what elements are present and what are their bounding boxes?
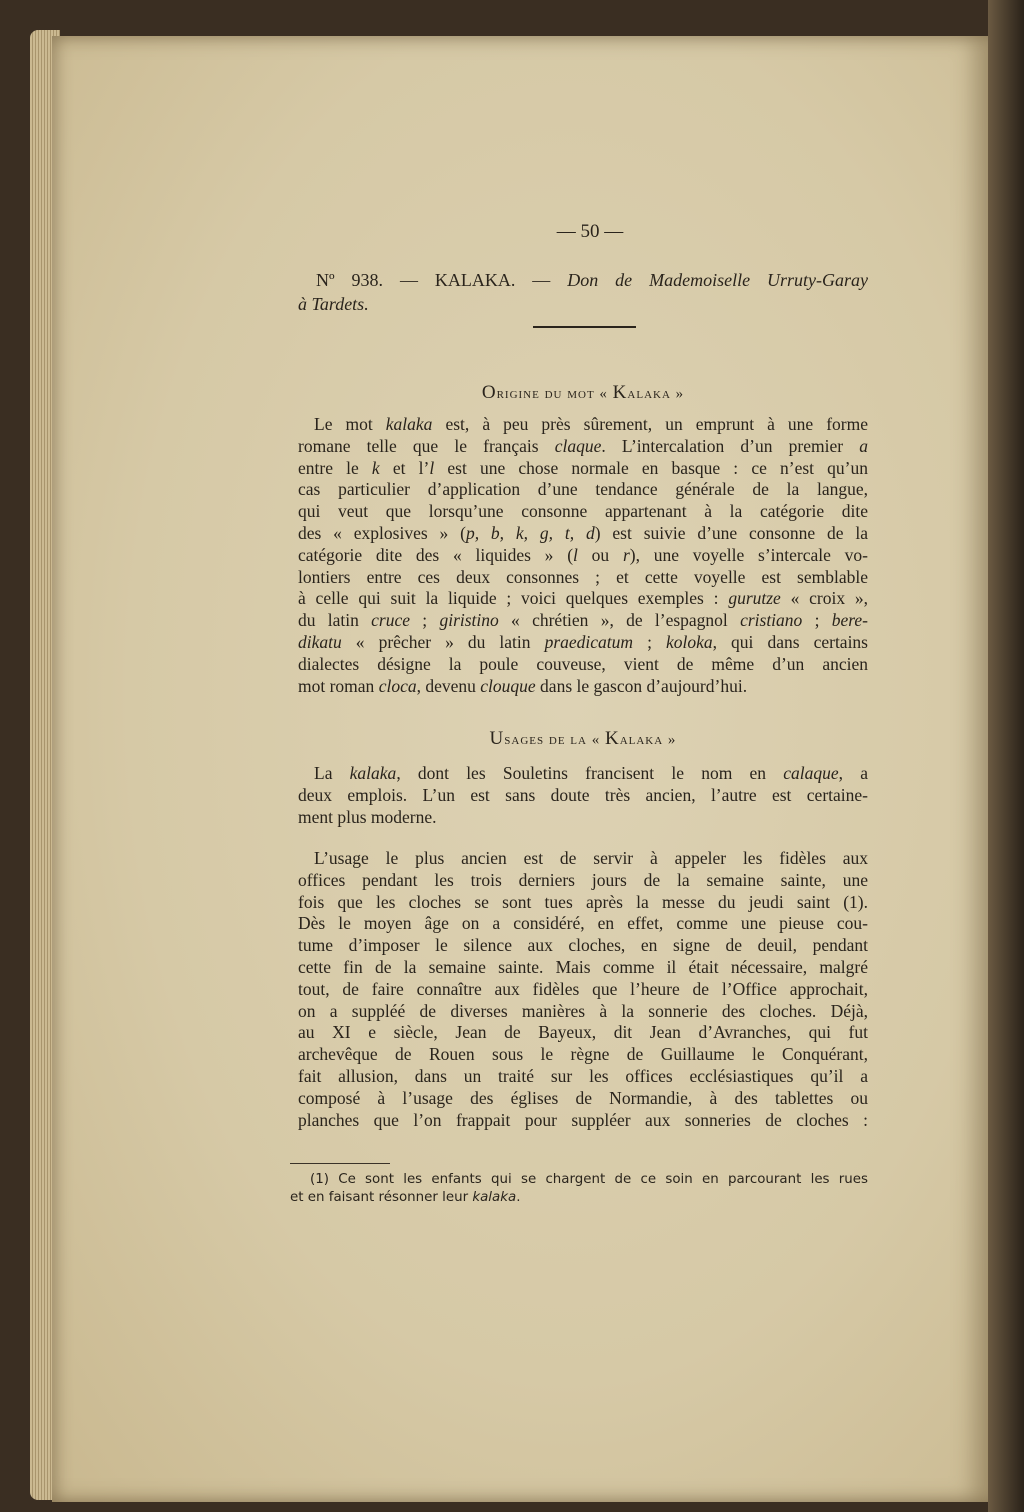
- text-segment: archevêque de Rouen sous le règne de Guillaume le Conquérant,: [298, 1044, 868, 1065]
- text-segment: . L’intercalation d’un premier: [601, 435, 860, 456]
- text-segment: Le mot: [314, 414, 386, 434]
- text-segment: composé à l’usage des églises de Normandie, à des tablettes ou: [298, 1087, 868, 1108]
- text-segment: est, à peu près sûrement, un emprunt à une forme: [432, 414, 868, 434]
- text-segment: , qui dans certains: [712, 631, 868, 652]
- text-line: [298, 1022, 868, 1044]
- text-line: [298, 1044, 868, 1066]
- entry-title: [298, 268, 868, 316]
- text-line: [298, 1066, 868, 1088]
- heading-origin: Origine du mot « Kalaka »: [481, 382, 685, 403]
- text-line: [298, 870, 868, 892]
- italic-term: l: [573, 544, 578, 565]
- text-segment: du latin: [298, 610, 372, 631]
- text-segment: lontiers entre ces deux consonnes ; et cette voyelle est semblable: [298, 566, 868, 587]
- text-segment: mot roman: [298, 675, 379, 696]
- text-line: [298, 588, 868, 610]
- text-segment: « chrétien », de l’espagnol: [498, 610, 741, 631]
- text-segment: ) est suivie d’une consonne de la: [594, 522, 868, 543]
- text-segment: ;: [633, 631, 666, 652]
- text-segment: ment plus moderne.: [298, 806, 437, 827]
- italic-term: r: [622, 544, 630, 565]
- text-line: [298, 479, 868, 501]
- text-segment: qui veut que lorsqu’une consonne appartenant à la catégorie dite: [298, 501, 868, 522]
- text-line: [298, 935, 868, 957]
- text-segment: au XI e siècle, Jean de Bayeux, dit Jean d’Avranches, qui fut: [298, 1022, 868, 1043]
- text-segment: on a suppléé de diverses manières à la sonnerie des cloches. Déjà,: [298, 1000, 868, 1021]
- italic-term: clouque: [480, 675, 536, 696]
- text-line: [298, 807, 868, 829]
- entry-place: à Tardets.: [298, 294, 369, 314]
- text-segment: romane telle que le français: [298, 435, 555, 456]
- text-line: [298, 414, 868, 436]
- text-segment: (1) Ce sont les enfants qui se chargent de ce soin en parcourant les rues: [310, 1172, 868, 1187]
- text-segment: cas particulier d’application d’une tendance générale de la langue,: [298, 479, 868, 500]
- italic-term: kalaka: [385, 414, 433, 434]
- title-rule: [533, 326, 636, 328]
- text-segment: L’usage le plus ancien est de servir à appeler les fidèles aux: [314, 848, 868, 868]
- text-segment: ;: [802, 610, 832, 631]
- entry-number: Nº 938. — KALAKA. —: [316, 270, 551, 290]
- text-line: [290, 1189, 868, 1207]
- text-segment: fois que les cloches se sont tues après la messe du jeudi saint (1).: [298, 891, 868, 912]
- text-line: [298, 763, 868, 785]
- entry-title-line: [298, 268, 868, 292]
- text-line: [298, 892, 868, 914]
- text-segment: , dont les Souletins francisent le nom en: [396, 763, 784, 783]
- text-segment: à celle qui suit la liquide ; voici quelques exemples :: [298, 588, 729, 609]
- text-segment: ), une voyelle s’intercale vo-: [629, 544, 868, 565]
- text-line: [298, 654, 868, 676]
- text-segment: et en faisant résonner leur: [290, 1190, 473, 1205]
- italic-term: kalaka: [349, 763, 397, 783]
- text-line: [298, 1001, 868, 1023]
- footnote: [290, 1171, 868, 1207]
- italic-term: cloca: [378, 675, 417, 696]
- italic-term: calaque: [783, 763, 839, 783]
- text-segment: .: [516, 1190, 521, 1205]
- text-segment: dans le gascon d’aujourd’hui.: [535, 675, 748, 696]
- text-segment: ;: [410, 610, 440, 631]
- text-segment: « croix »,: [780, 588, 868, 609]
- italic-term: cruce: [371, 610, 411, 631]
- text-segment: tout, de faire connaître aux fidèles que l’heure de l’Office approchait,: [298, 978, 868, 999]
- italic-term: koloka: [665, 631, 713, 652]
- text-line: [298, 1110, 868, 1132]
- italic-term: k: [371, 457, 380, 478]
- text-line: [298, 436, 868, 458]
- italic-term: praedicatum: [544, 631, 634, 652]
- text-segment: et l’: [379, 457, 430, 478]
- text-line: [298, 632, 868, 654]
- text-line: [298, 458, 868, 480]
- text-segment: cette fin de la semaine sainte. Mais comme il était nécessaire, malgré: [298, 956, 868, 977]
- italic-term: a: [859, 435, 868, 456]
- text-segment: La: [314, 763, 350, 783]
- text-line: [298, 785, 868, 807]
- text-line: [290, 1171, 868, 1189]
- paragraph-usage-ancient: [298, 848, 868, 1131]
- text-segment: , a: [838, 763, 868, 783]
- text-segment: « prêcher » du latin: [341, 631, 545, 652]
- italic-term: claque: [554, 435, 602, 456]
- text-segment: Dès le moyen âge on a considéré, en effet, comme une pieuse cou-: [298, 913, 868, 934]
- text-segment: tume d’imposer le silence aux cloches, en signe de deuil, pendant: [298, 935, 868, 956]
- footnote-rule: [290, 1163, 390, 1164]
- text-line: [298, 545, 868, 567]
- text-segment: deux emplois. L’un est sans doute très ancien, l’autre est certaine-: [298, 784, 868, 805]
- text-line: [298, 676, 868, 698]
- text-line: [298, 567, 868, 589]
- text-segment: offices pendant les trois derniers jours de la semaine sainte, une: [298, 869, 868, 890]
- text-segment: est une chose normale en basque : ce n’est qu’un: [434, 457, 869, 478]
- italic-term: kalaka: [472, 1190, 517, 1205]
- text-line: [298, 523, 868, 545]
- entry-donor: Don de Mademoiselle Urruty-Garay: [567, 270, 868, 290]
- text-segment: ou: [577, 544, 623, 565]
- text-line: [298, 913, 868, 935]
- text-line: [298, 610, 868, 632]
- italic-term: bere-: [831, 610, 868, 631]
- italic-term: l: [429, 457, 435, 478]
- heading-usages: Usages de la « Kalaka »: [489, 728, 677, 749]
- text-segment: catégorie dite des « liquides » (: [298, 544, 574, 565]
- facing-page-edge: [988, 0, 1024, 1512]
- text-line: [298, 1088, 868, 1110]
- text-line: [298, 979, 868, 1001]
- text-line: [298, 957, 868, 979]
- text-line: [298, 501, 868, 523]
- text-segment: fait allusion, dans un traité sur les offices ecclésiastiques qu’il a: [298, 1065, 868, 1086]
- italic-term: giristino: [439, 610, 499, 631]
- page-number: — 50 —: [556, 221, 624, 242]
- italic-term: gurutze: [728, 588, 781, 609]
- paragraph-origin: [298, 414, 868, 697]
- italic-term: cristiano: [740, 610, 803, 631]
- text-segment: , devenu: [416, 675, 481, 696]
- italic-term: p, b, k, g, t, d: [465, 522, 595, 543]
- text-segment: entre le: [298, 457, 372, 478]
- text-segment: des « explosives » (: [298, 522, 466, 543]
- text-segment: dialectes désigne la poule couveuse, vient de même d’un ancien: [298, 653, 868, 674]
- text-segment: planches que l’on frappait pour suppléer aux sonneries de cloches :: [298, 1109, 868, 1130]
- italic-term: dikatu: [298, 631, 342, 652]
- paragraph-usages-intro: [298, 763, 868, 828]
- text-line: [298, 848, 868, 870]
